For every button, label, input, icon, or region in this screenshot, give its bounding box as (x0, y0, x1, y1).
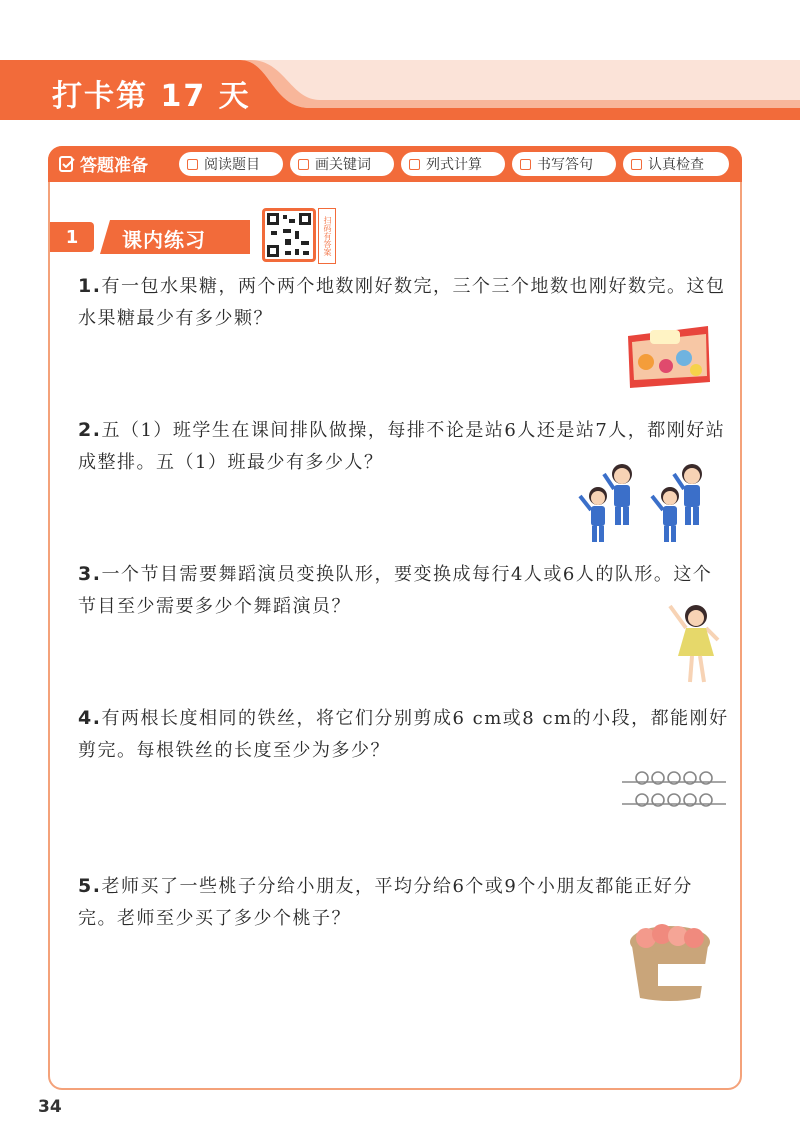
question-number: 3. (78, 563, 102, 585)
section-label: 课内练习 (122, 228, 206, 252)
qr-caption: 扫码有答案 (318, 208, 336, 264)
checkbox-icon (409, 159, 420, 170)
checklist-icon (58, 155, 76, 173)
question-number: 2. (78, 419, 102, 441)
banner-title: 打卡第 17 天 (52, 79, 251, 114)
question-text: 有两根长度相同的铁丝，将它们分别剪成6 cm或8 cm的小段，都能刚好剪完。每根铁丝的长度至少为多少？ (78, 708, 729, 761)
coiled-wire-icon (620, 770, 728, 812)
step-label: 列式计算 (426, 157, 482, 173)
step-label: 阅读题目 (204, 157, 260, 173)
step-label: 画关键词 (315, 157, 371, 173)
candy-bag-icon (622, 322, 714, 392)
question-text: 老师买了一些桃子分给小朋友，平均分给6个或9个小朋友都能正好分完。老师至少买了多少个桃子？ (78, 876, 693, 929)
checkbox-icon (631, 159, 642, 170)
question-number: 5. (78, 875, 102, 897)
question-text: 一个节目需要舞蹈演员变换队形，要变换成每行4人或6人的队形。这个节目至少需要多少个舞蹈演员？ (78, 564, 713, 617)
question-text: 有一包水果糖，两个两个地数刚好数完，三个三个地数也刚好数完。这包水果糖最少有多少颗？ (78, 276, 726, 329)
question-text: 五（1）班学生在课间排队做操，每排不论是站6人还是站7人，都刚好站成整排。五（1）班最少有多少人？ (78, 420, 726, 473)
page-number: 34 (38, 1097, 62, 1117)
qr-code-icon[interactable] (262, 208, 316, 262)
step-mark-keywords (290, 152, 394, 176)
peach-basket-icon (626, 920, 730, 1002)
step-label: 认真检查 (648, 157, 704, 173)
step-calculate (401, 152, 505, 176)
question-number: 1. (78, 275, 102, 297)
step-label: 书写答句 (537, 157, 593, 173)
dancer-icon (660, 598, 726, 686)
step-read-question (179, 152, 283, 176)
checkbox-icon (187, 159, 198, 170)
answer-prep-label: 答题准备 (80, 156, 148, 176)
step-write-answer (512, 152, 616, 176)
step-check (623, 152, 729, 176)
answer-prep-title (58, 151, 148, 176)
question-4 (78, 702, 730, 767)
checkbox-icon (520, 159, 531, 170)
section-number: 1 (50, 222, 94, 252)
question-number: 4. (78, 707, 102, 729)
question-3 (78, 558, 730, 623)
students-exercising-icon (578, 460, 708, 550)
checkbox-icon (298, 159, 309, 170)
